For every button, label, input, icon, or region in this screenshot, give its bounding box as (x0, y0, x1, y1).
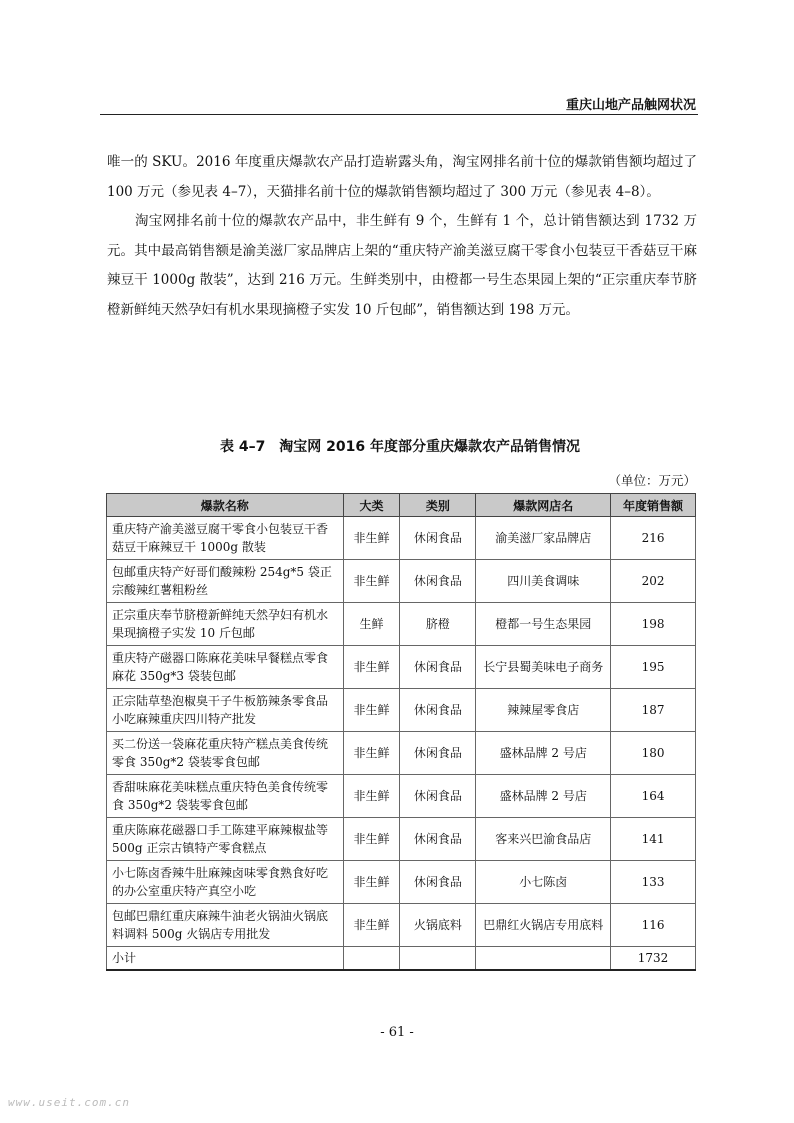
body-text (107, 148, 697, 325)
cell-major: 非生鲜 (343, 904, 400, 947)
table-row (107, 603, 696, 646)
subtotal-empty-cell (476, 947, 611, 971)
paragraph-2: 淘宝网排名前十位的爆款农产品中，非生鲜有 9 个，生鲜有 1 个，总计销售额达到 1732 万元。其中最高销售额是渝美滋厂家品牌店上架的“重庆特产渝美滋豆腐干零食小包装豆干香菇豆干麻辣豆干 1000g 散装”，达到 216 万元。生鲜类别中，由橙都一号生态果园上架的“正宗重庆奉节脐橙新鲜纯天然孕妇有机水果现摘橙子实发 10 斤包邮”，销售额达到 198 万元。 (107, 213, 697, 318)
cell-name: 香甜味麻花美味糕点重庆特色美食传统零食 350g*2 袋装零食包邮 (107, 775, 344, 818)
col-header-major: 大类 (343, 494, 400, 517)
cell-shop: 盛林品牌 2 号店 (476, 732, 611, 775)
cell-shop: 小七陈卤 (476, 861, 611, 904)
cell-name: 正宗重庆奉节脐橙新鲜纯天然孕妇有机水果现摘橙子实发 10 斤包邮 (107, 603, 344, 646)
col-header-category: 类别 (400, 494, 476, 517)
table-row (107, 904, 696, 947)
cell-shop: 客来兴巴渝食品店 (476, 818, 611, 861)
table-row (107, 689, 696, 732)
cell-name: 买二份送一袋麻花重庆特产糕点美食传统零食 350g*2 袋装零食包邮 (107, 732, 344, 775)
table-row (107, 818, 696, 861)
col-header-sales: 年度销售额 (611, 494, 696, 517)
cell-category: 休闲食品 (400, 861, 476, 904)
cell-sales: 180 (611, 732, 696, 775)
watermark: www.useit.com.cn (8, 1096, 130, 1109)
cell-category: 休闲食品 (400, 646, 476, 689)
cell-shop: 橙都一号生态果园 (476, 603, 611, 646)
cell-major: 非生鲜 (343, 732, 400, 775)
cell-sales: 198 (611, 603, 696, 646)
cell-category: 火锅底料 (400, 904, 476, 947)
cell-sales: 187 (611, 689, 696, 732)
cell-sales: 164 (611, 775, 696, 818)
cell-name: 重庆陈麻花磁器口手工陈建平麻辣椒盐等 500g 正宗古镇特产零食糕点 (107, 818, 344, 861)
cell-major: 非生鲜 (343, 646, 400, 689)
table-row (107, 646, 696, 689)
sales-table (106, 493, 696, 971)
table-row (107, 560, 696, 603)
cell-category: 休闲食品 (400, 818, 476, 861)
cell-major: 非生鲜 (343, 517, 400, 560)
col-header-shop: 爆款网店名 (476, 494, 611, 517)
cell-sales: 133 (611, 861, 696, 904)
cell-category: 休闲食品 (400, 560, 476, 603)
cell-name: 重庆特产渝美滋豆腐干零食小包装豆干香菇豆干麻辣豆干 1000g 散装 (107, 517, 344, 560)
running-header (100, 92, 698, 115)
table-header-row (107, 494, 696, 517)
subtotal-row (107, 947, 696, 971)
cell-category: 休闲食品 (400, 689, 476, 732)
cell-shop: 辣辣屋零食店 (476, 689, 611, 732)
subtotal-empty-cell (400, 947, 476, 971)
header-title: 重庆山地产品触网状况 (565, 98, 696, 113)
page-number: - 61 - (380, 1025, 414, 1040)
table-unit: （单位：万元） (608, 473, 696, 488)
cell-category: 休闲食品 (400, 775, 476, 818)
table-caption: 表 4–7 淘宝网 2016 年度部分重庆爆款农产品销售情况 (219, 439, 581, 455)
subtotal-empty-cell (343, 947, 400, 971)
cell-name: 包邮巴鼎红重庆麻辣牛油老火锅油火锅底料调料 500g 火锅店专用批发 (107, 904, 344, 947)
cell-sales: 195 (611, 646, 696, 689)
table-row (107, 517, 696, 560)
cell-major: 非生鲜 (343, 560, 400, 603)
cell-sales: 116 (611, 904, 696, 947)
table-row (107, 732, 696, 775)
cell-shop: 渝美滋厂家品牌店 (476, 517, 611, 560)
paragraph-1: 唯一的 SKU。2016 年度重庆爆款农产品打造崭露头角，淘宝网排名前十位的爆款销售额均超过了 100 万元（参见表 4–7），天猫排名前十位的爆款销售额均超过了 300 万元（参见表 4–8）。 (107, 154, 697, 200)
cell-shop: 四川美食调味 (476, 560, 611, 603)
subtotal-sales: 1732 (611, 947, 696, 971)
table-row (107, 861, 696, 904)
cell-shop: 长宁县蜀美味电子商务 (476, 646, 611, 689)
cell-sales: 202 (611, 560, 696, 603)
cell-category: 脐橙 (400, 603, 476, 646)
cell-sales: 141 (611, 818, 696, 861)
cell-major: 非生鲜 (343, 775, 400, 818)
cell-major: 生鲜 (343, 603, 400, 646)
subtotal-label: 小计 (107, 947, 344, 971)
cell-shop: 盛林品牌 2 号店 (476, 775, 611, 818)
cell-major: 非生鲜 (343, 689, 400, 732)
cell-sales: 216 (611, 517, 696, 560)
cell-category: 休闲食品 (400, 517, 476, 560)
cell-name: 重庆特产磁器口陈麻花美味早餐糕点零食麻花 350g*3 袋装包邮 (107, 646, 344, 689)
cell-major: 非生鲜 (343, 861, 400, 904)
cell-shop: 巴鼎红火锅店专用底料 (476, 904, 611, 947)
cell-major: 非生鲜 (343, 818, 400, 861)
cell-category: 休闲食品 (400, 732, 476, 775)
cell-name: 小七陈卤香辣牛肚麻辣卤味零食熟食好吃的办公室重庆特产真空小吃 (107, 861, 344, 904)
col-header-name: 爆款名称 (107, 494, 344, 517)
cell-name: 包邮重庆特产好哥们酸辣粉 254g*5 袋正宗酸辣红薯粗粉丝 (107, 560, 344, 603)
table-row (107, 775, 696, 818)
cell-name: 正宗陆草垫泡椒臭干子牛板筋辣条零食品小吃麻辣重庆四川特产批发 (107, 689, 344, 732)
